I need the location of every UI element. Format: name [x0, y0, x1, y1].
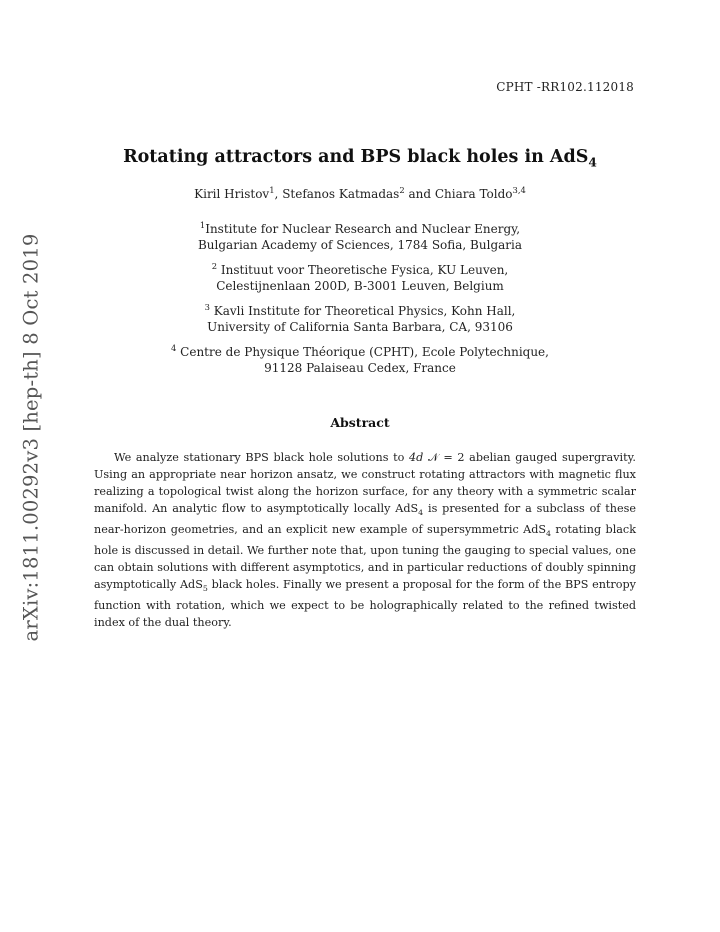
author-affiliation-mark: 1: [269, 185, 275, 195]
affiliation-text: Kavli Institute for Theoretical Physics, Kohn Hall,: [209, 304, 516, 318]
affiliation-1: [0, 217, 720, 253]
author-affiliation-mark: 3,4: [512, 185, 526, 195]
author-affiliation-mark: 2: [399, 185, 405, 195]
affiliation-mark: 4: [171, 343, 177, 353]
author-separator: ,: [274, 187, 283, 201]
affiliation-2: [0, 258, 720, 294]
abstract-text: abelian gauged supergravity. Using an appropriate near horizon ansatz, we construct rotating attractors with magnetic flux realizing a topological twist along the horizon surface, for any theory with a symmetric scalar manifold. An analytic flow to asymptotically locally AdS: [94, 451, 636, 515]
affiliation-text: Institute for Nuclear Research and Nuclear Energy,: [205, 222, 521, 236]
abstract-math: 𝒩 = 2: [423, 451, 465, 464]
author-name: Stefanos Katmadas: [282, 187, 400, 201]
affiliation-mark: 1: [199, 220, 206, 230]
affiliation-mark: 2: [211, 261, 218, 271]
affiliation-line: Celestijnenlaan 200D, B-3001 Leuven, Belgium: [216, 279, 504, 293]
affiliation-3: [0, 299, 720, 335]
affiliation-line: [0, 217, 720, 237]
affiliation-text: Centre de Physique Théorique (CPHT), Ecole Polytechnique,: [176, 345, 549, 359]
affiliation-line: 91128 Palaiseau Cedex, France: [264, 361, 456, 375]
abstract-text: black holes. Finally we present a proposal for the form of the BPS entropy function with rotation, which we expect to be holographically related to the refined twisted index of the dual theory.: [94, 577, 636, 629]
affiliation-4: [0, 340, 720, 376]
abstract-subscript: 4: [546, 529, 552, 539]
abstract-body: [94, 450, 636, 632]
abstract-subscript: 4: [418, 507, 424, 517]
affiliation-line: [0, 299, 720, 319]
affiliation-text: Instituut voor Theoretische Fysica, KU Leuven,: [217, 263, 509, 277]
author-name: Chiara Toldo: [434, 187, 513, 201]
abstract-math: 4d: [409, 451, 424, 464]
author-name: Kiril Hristov: [194, 187, 270, 201]
affiliation-line: [0, 258, 720, 278]
abstract-text: is presented for a subclass of these near-horizon geometries, and an explicit new example of supersymmetric AdS: [94, 501, 636, 536]
abstract-text: rotating black hole is discussed in detail. We further note that, upon tuning the gauging to special values, one can obtain solutions with different asymptotics, and in particular reductions of doubly spinning asymptotically AdS: [94, 522, 636, 591]
paper-title: [0, 147, 720, 170]
abstract-subscript: 5: [202, 584, 208, 594]
report-number: CPHT -RR102.112018: [496, 80, 634, 94]
affiliation-line: Bulgarian Academy of Sciences, 1784 Sofia, Bulgaria: [197, 238, 523, 252]
affiliation-mark: 3: [204, 302, 210, 312]
abstract-heading: Abstract: [330, 415, 390, 430]
author-separator: and: [404, 187, 435, 201]
paper-title-text: Rotating attractors and BPS black holes in AdS: [123, 147, 589, 167]
arxiv-stamp-text: arXiv:1811.00292v3 [hep-th] 8 Oct 2019: [19, 233, 43, 641]
paper-title-subscript: 4: [588, 154, 597, 170]
affiliation-line: [0, 340, 720, 360]
author-list: [0, 185, 720, 201]
abstract-text: We analyze stationary BPS black hole solutions to: [114, 451, 409, 464]
affiliation-line: University of California Santa Barbara, CA, 93106: [207, 320, 513, 334]
